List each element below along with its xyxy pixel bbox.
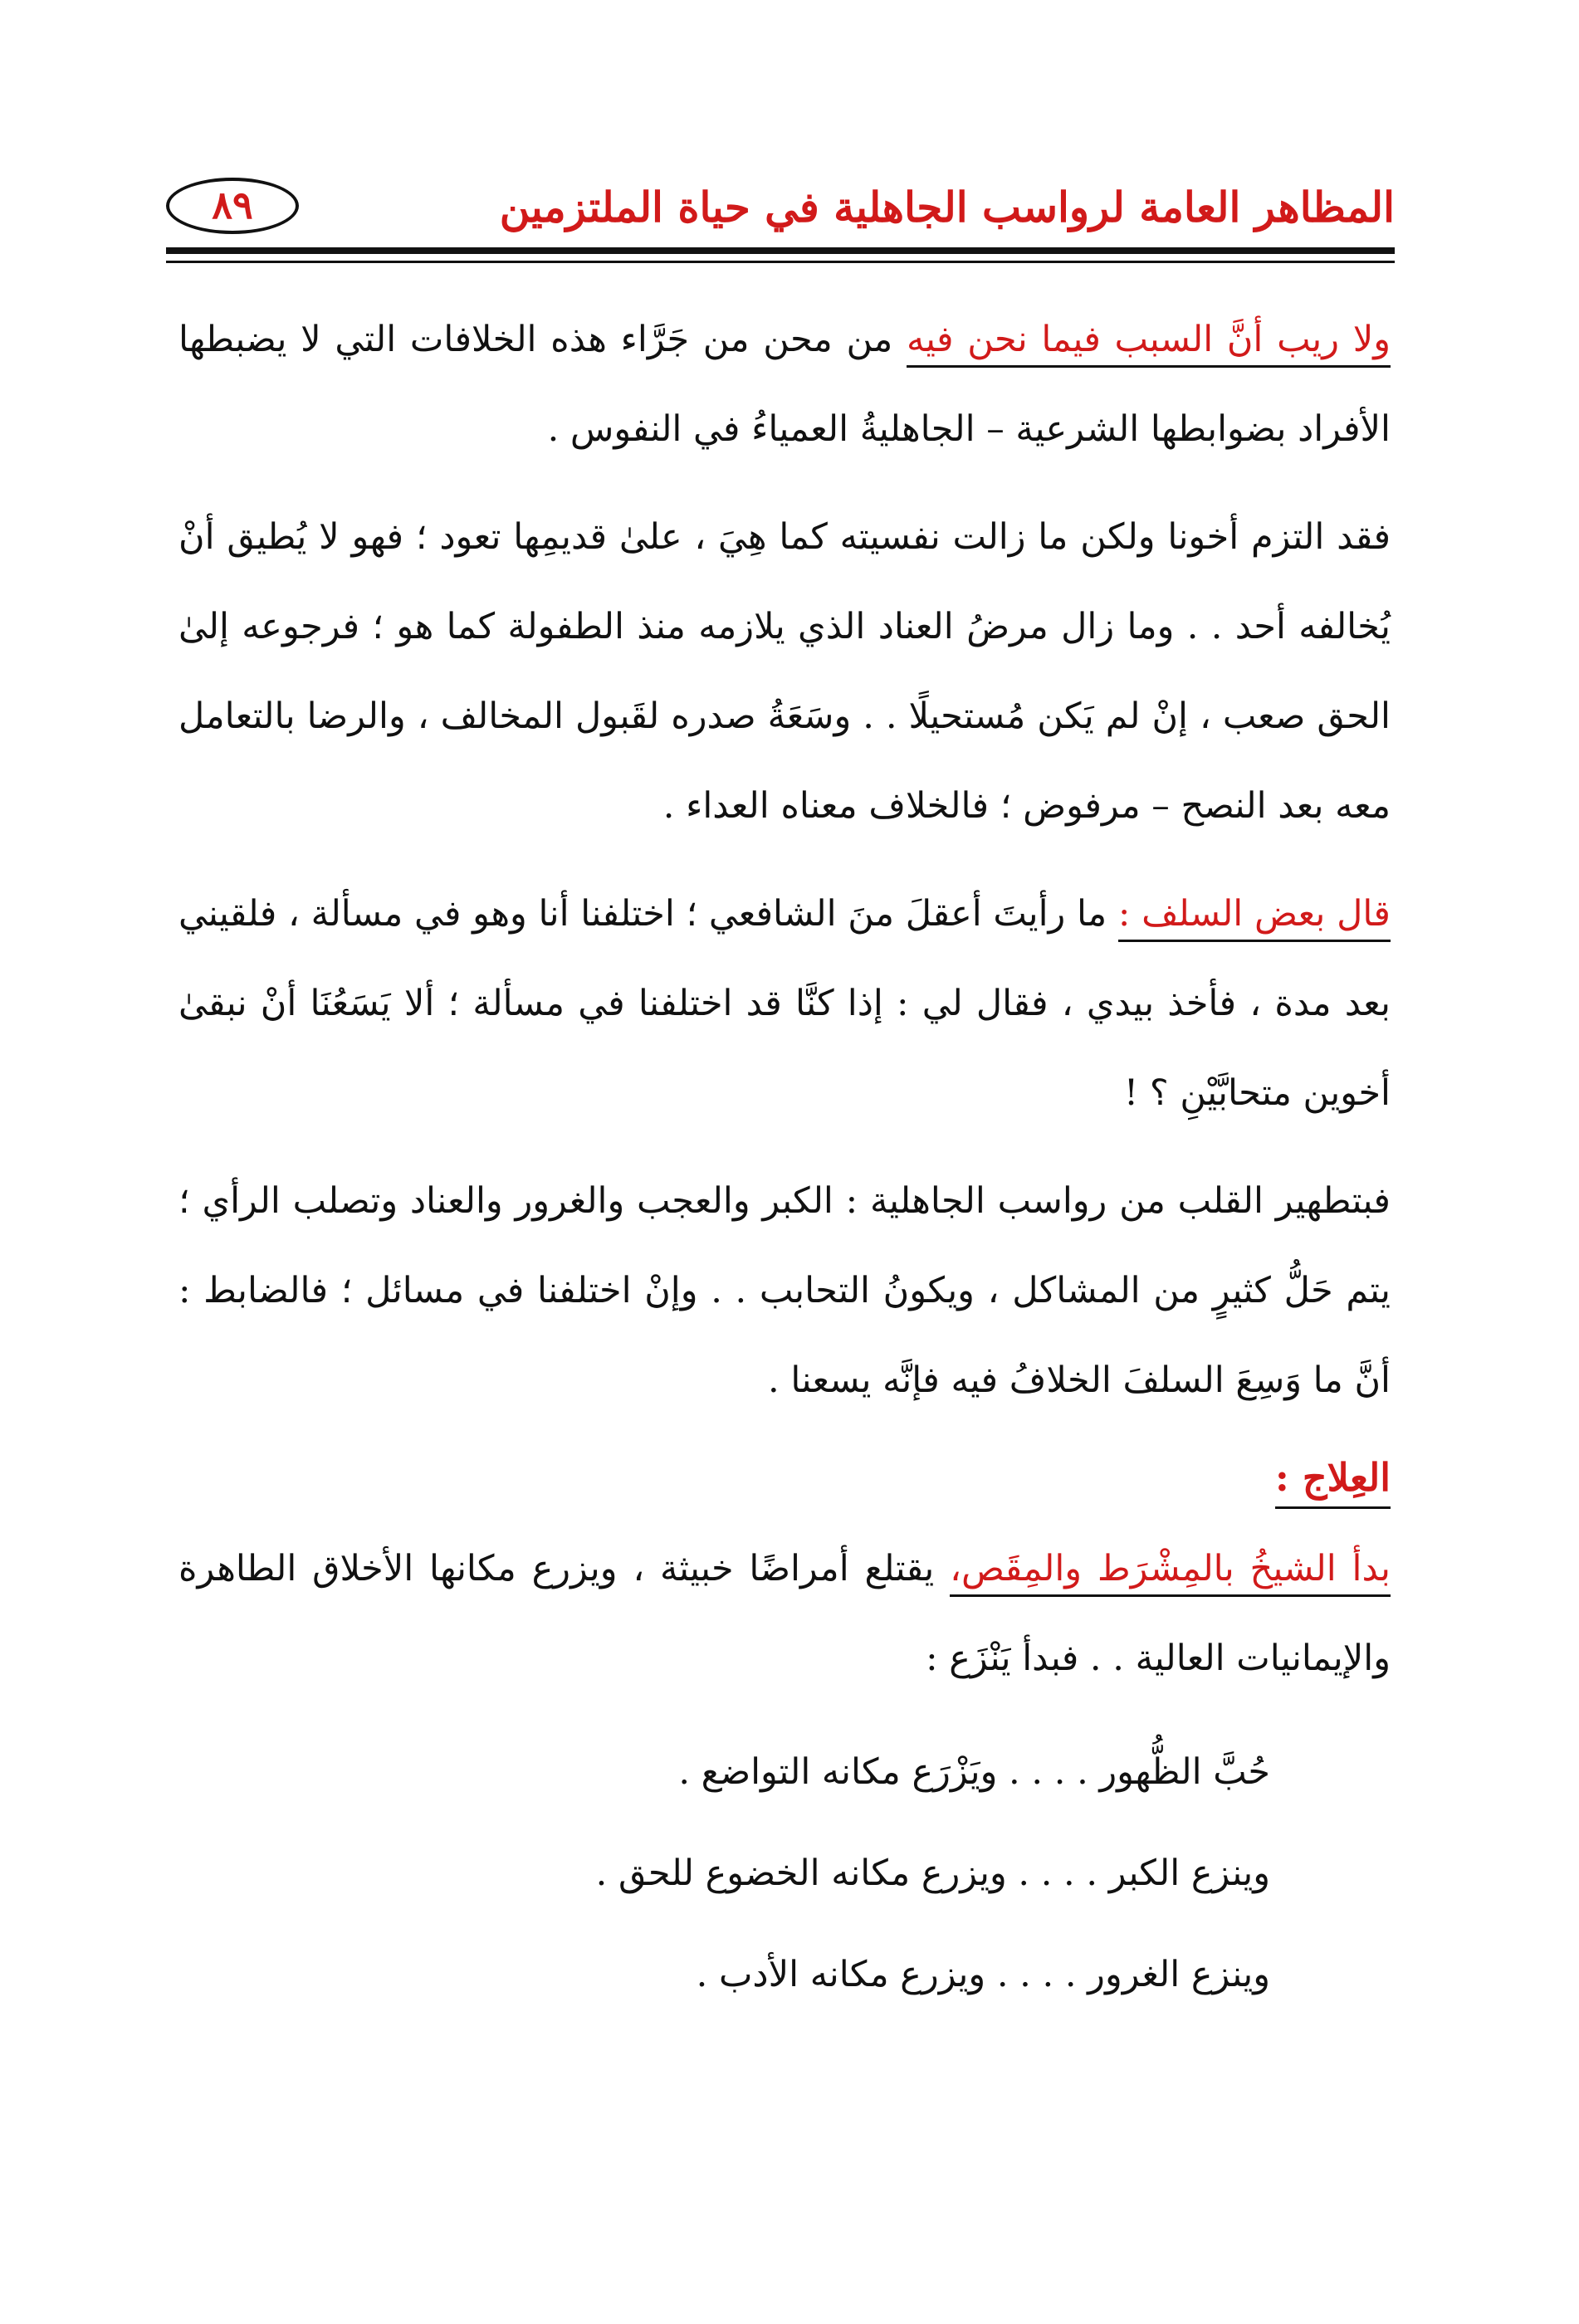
paragraph-3-text: ما رأيتَ أعقلَ منَ الشافعي ؛ اختلفنا أنا وهو في مسألة ، فلقيني بعد مدة ، فأخذ بيدي ، فقال لي : إذا كنَّا قد اختلفنا في مسألة ؛ ألا يَسَعُنَا أنْ نبقىٰ أخوين متحابَّيْنِ ؟ ! xyxy=(178,893,1391,1114)
page-body xyxy=(178,295,1391,2025)
treatment-list xyxy=(178,1721,1391,2025)
list-item: حُبَّ الظُّهور . . . . ويَزْرَع مكانه التواضع . xyxy=(678,1751,1270,1793)
paragraph-3-lead: قال بعض السلف : xyxy=(1118,893,1391,942)
section-intro-lead: بدأ الشيخُ بالمِشْرَط والمِقَص، xyxy=(950,1548,1391,1597)
paragraph-2 xyxy=(178,492,1391,851)
section-heading: العِلاج : xyxy=(1275,1448,1391,1509)
paragraph-4-text: فبتطهير القلب من رواسب الجاهلية : الكبر والعجب والغرور والعناد وتصلب الرأي ؛ يتم حَلُّ كثيرٍ من المشاكل ، ويكونُ التحابب . . وإنْ اختلفنا في مسائل ؛ فالضابط : أنَّ ما وَسِعَ السلفَ الخلافُ فيه فإنَّه يسعنا . xyxy=(178,1180,1391,1401)
list-item: وينزع الكبر . . . . ويزرع مكانه الخضوع للحق . xyxy=(595,1853,1270,1894)
paragraph-3 xyxy=(178,869,1391,1138)
list-item: وينزع الغرور . . . . ويزرع مكانه الأدب . xyxy=(696,1954,1270,1995)
section-intro-text: يقتلع أمراضًا خبيثة ، ويزرع مكانها الأخلاق الطاهرة والإيمانيات العالية . . فبدأ يَنْزَع : xyxy=(178,1548,1391,1679)
paragraph-1-text: من محن من جَرَّاء هذه الخلافات التي لا يضبطها الأفراد بضوابطها الشرعية – الجاهليةُ العمياءُ في النفوس . xyxy=(178,319,1391,450)
paragraph-1 xyxy=(178,295,1391,474)
header-divider-thin xyxy=(166,261,1395,263)
page-number: ٨٩ xyxy=(166,178,299,234)
paragraph-4 xyxy=(178,1156,1391,1425)
header-divider-thick xyxy=(166,247,1395,254)
page-header xyxy=(166,166,1395,257)
paragraph-2-text: فقد التزم أخونا ولكن ما زالت نفسيته كما هِيَ ، علىٰ قديمِها تعود ؛ فهو لا يُطيق أنْ يُخالفه أحد . . وما زال مرضُ العناد الذي يلازمه منذ الطفولة كما هو ؛ فرجوعه إلىٰ الحق صعب ، إنْ لم يَكن مُستحيلًا . . وسَعَةُ صدره لقَبول المخالف ، والرضا بالتعامل معه بعد النصح – مرفوض ؛ فالخلاف معناه العداء . xyxy=(178,516,1391,827)
paragraph-1-lead: ولا ريب أنَّ السبب فيما نحن فيه xyxy=(907,319,1391,368)
page-title: المظاهر العامة لرواسب الجاهلية في حياة الملتزمين xyxy=(499,183,1395,232)
section-intro xyxy=(178,1524,1391,1703)
